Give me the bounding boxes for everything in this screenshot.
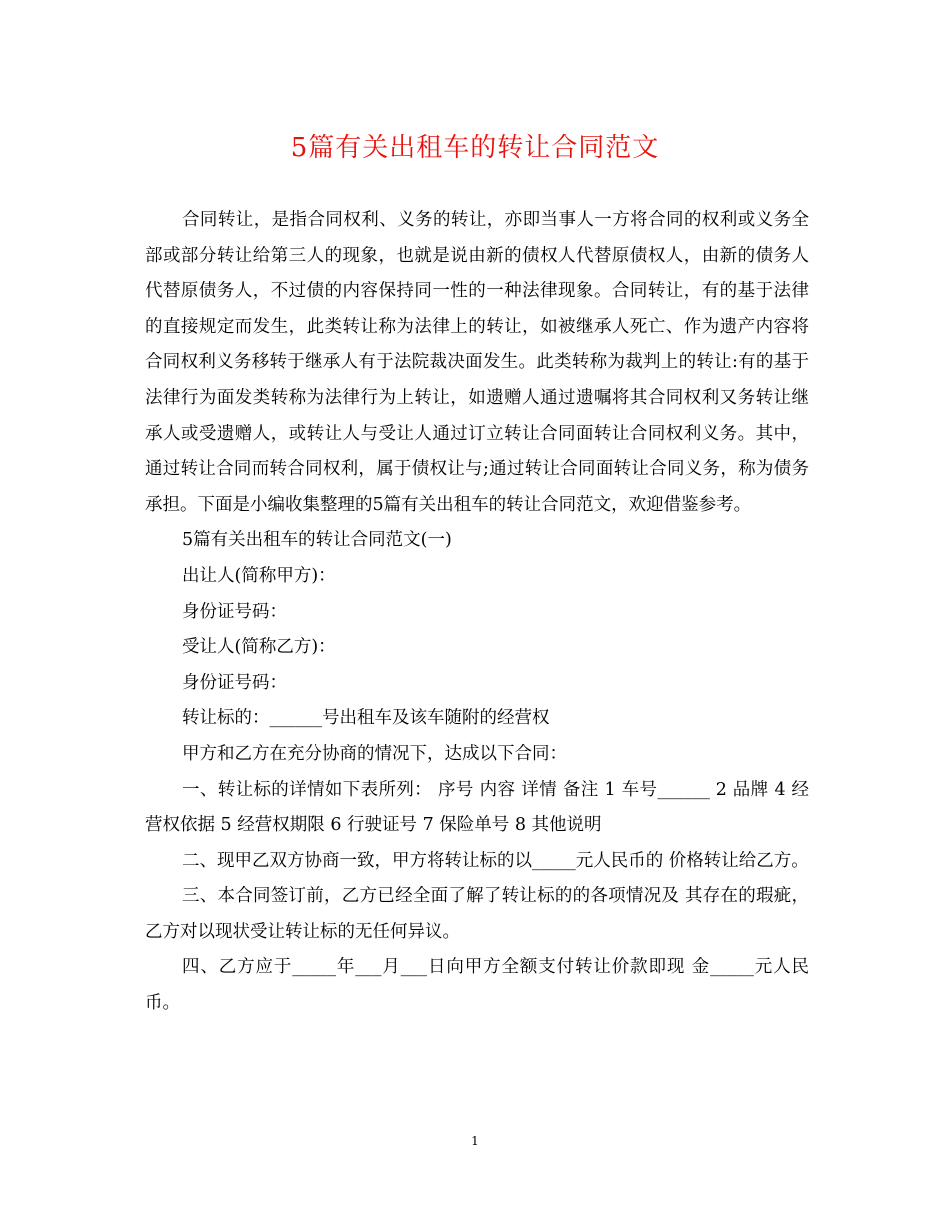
page-number: 1 (471, 1134, 479, 1148)
transferee-id-line: 身份证号码： (182, 672, 287, 693)
transferor-id-line: 身份证号码： (182, 601, 287, 622)
clause-3: 三、本合同签订前，乙方已经全面了解了转让标的的各项情况及 其存在的瑕疵，乙方对以现状受让转让标的无任何异议。 (145, 886, 809, 942)
clause-1: 一、转让标的详情如下表所列： 序号 内容 详情 备注 1 车号______ 2 品牌 4 经营权依据 5 经营权期限 6 行驶证号 7 保险单号 8 其他说明 (145, 779, 809, 836)
section-heading: 5篇有关出租车的转让合同范文(一) (182, 530, 452, 551)
transfer-subject-line: 转让标的：______号出租车及该车随附的经营权 (182, 708, 550, 729)
clause-2: 二、现甲乙双方协商一致，甲方将转让标的以_____元人民币的 价格转让给乙方。 (182, 850, 809, 871)
agreement-preamble: 甲方和乙方在充分协商的情况下，达成以下合同： (182, 743, 567, 764)
document-title: 5篇有关出租车的转让合同范文 (290, 133, 660, 163)
transferor-line: 出让人(简称甲方)： (182, 565, 336, 586)
intro-paragraph: 合同转让，是指合同权利、义务的转让，亦即当事人一方将合同的权利或义务全部或部分转让给第三人的现象，也就是说由新的债权人代替原债权人，由新的债务人代替原债务人，不过债的内容保持同一性的一种法律现象。合同转让，有的基于法律的直接规定而发生，此类转让称为法律上的转让，如被继承人死亡、作为遗产内容将合同权利义务移转于继承人有于法院裁决面发生。此类转称为裁判上的转让:有的基于法律行为面发类转称为法律行为上转让，如遗赠人通过遗嘱将其合同权利又务转让继承人或受遗赠人，或转让人与受让人通过订立转让合同面转让合同权利义务。其中，通过转让合同而转合同权利，属于债权让与;通过转让合同面转让合同义务，称为债务承担。下面是小编收集整理的5篇有关出租车的转让合同范文，欢迎借鉴参考。 (145, 210, 809, 515)
document-body (145, 203, 809, 1022)
transferee-line: 受让人(简称乙方)： (182, 637, 336, 658)
clause-4: 四、乙方应于_____年___月___日向甲方全额支付转让价款即现 金_____元人民币。 (145, 957, 809, 1014)
